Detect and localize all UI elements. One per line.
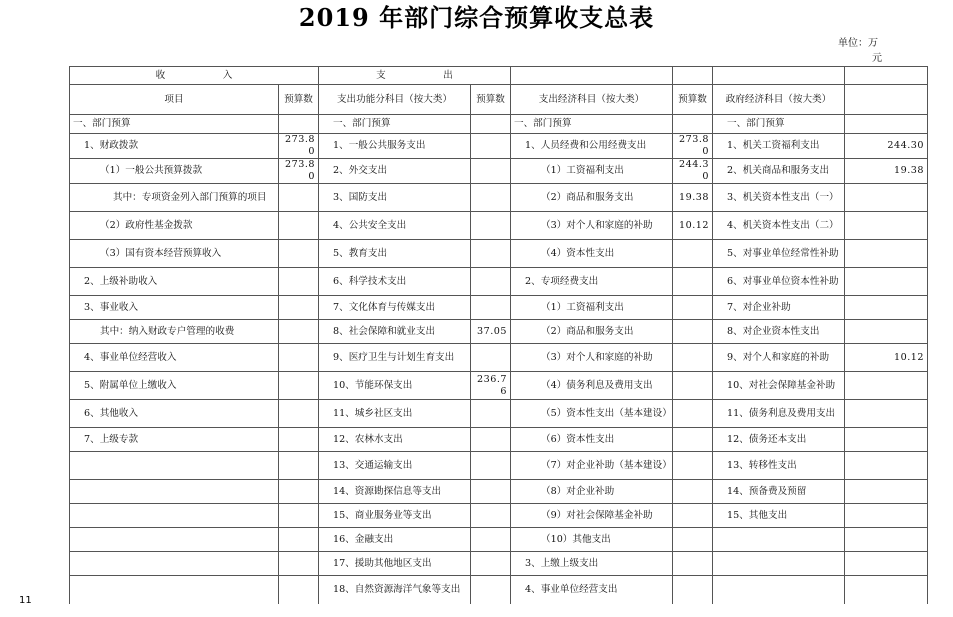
- gov-amount-cell: [845, 528, 928, 552]
- econ-budget-cell: [673, 576, 713, 605]
- func-item-cell: 10、节能环保支出: [319, 372, 471, 400]
- table-row: [70, 159, 928, 184]
- income-item-cell: [70, 452, 279, 480]
- col-econ-header: 支出经济科目（按大类）: [511, 85, 673, 115]
- gov-amount-cell: [845, 296, 928, 320]
- gov-amount-cell: [845, 372, 928, 400]
- gov-item-cell: 7、对企业补助: [713, 296, 845, 320]
- func-item-cell: 8、社会保障和就业支出: [319, 320, 471, 344]
- table-row: [70, 480, 928, 504]
- gov-amount-cell: 244.30: [845, 134, 928, 159]
- income-item-cell: [70, 504, 279, 528]
- table-row: [70, 212, 928, 240]
- gov-amount-cell: [845, 576, 928, 605]
- income-item-cell: 4、事业单位经营收入: [70, 344, 279, 372]
- income-budget-cell: [279, 504, 319, 528]
- econ-item-cell: （9）对社会保障基金补助: [511, 504, 673, 528]
- unit-label: [838, 36, 918, 66]
- income-budget-cell: [279, 528, 319, 552]
- func-budget-cell: [471, 240, 511, 268]
- income-budget-cell: [279, 428, 319, 452]
- gov-item-cell: [713, 552, 845, 576]
- func-item-cell: 一、部门预算: [319, 115, 471, 134]
- func-item-cell: 5、教育支出: [319, 240, 471, 268]
- gov-amount-cell: [845, 428, 928, 452]
- gov-item-cell: 10、对社会保障基金补助: [713, 372, 845, 400]
- gov-amount-cell: [845, 552, 928, 576]
- income-budget-cell: 273.80: [279, 134, 319, 159]
- income-item-cell: [70, 576, 279, 605]
- gov-item-cell: 12、债务还本支出: [713, 428, 845, 452]
- gov-amount-cell: [845, 504, 928, 528]
- func-budget-cell: [471, 504, 511, 528]
- table-row: [70, 400, 928, 428]
- econ-budget-cell: [673, 504, 713, 528]
- unit-line-1: 单位：万: [838, 38, 878, 49]
- func-budget-cell: [471, 115, 511, 134]
- table-row: [70, 552, 928, 576]
- gov-item-cell: 3、机关资本性支出（一）: [713, 184, 845, 212]
- econ-item-cell: 3、上缴上级支出: [511, 552, 673, 576]
- income-budget-cell: [279, 296, 319, 320]
- func-item-cell: 11、城乡社区支出: [319, 400, 471, 428]
- table-row: [70, 134, 928, 159]
- income-item-cell: 3、事业收入: [70, 296, 279, 320]
- income-item-cell: 6、其他收入: [70, 400, 279, 428]
- gov-item-cell: 2、机关商品和服务支出: [713, 159, 845, 184]
- gov-item-cell: 8、对企业资本性支出: [713, 320, 845, 344]
- table-row: [70, 268, 928, 296]
- econ-budget-cell: [673, 480, 713, 504]
- table-row: [70, 184, 928, 212]
- econ-budget-cell: [673, 296, 713, 320]
- income-budget-cell: [279, 452, 319, 480]
- income-item-cell: （2）政府性基金拨款: [70, 212, 279, 240]
- gov-item-cell: 5、对事业单位经常性补助: [713, 240, 845, 268]
- econ-item-cell: （3）对个人和家庭的补助: [511, 212, 673, 240]
- gov-amount-cell: [845, 452, 928, 480]
- func-budget-cell: 236.76: [471, 372, 511, 400]
- gov-item-cell: 14、预备费及预留: [713, 480, 845, 504]
- func-budget-cell: [471, 480, 511, 504]
- income-budget-cell: [279, 400, 319, 428]
- econ-item-cell: （2）商品和服务支出: [511, 184, 673, 212]
- func-item-cell: 17、援助其他地区支出: [319, 552, 471, 576]
- table-row: [70, 344, 928, 372]
- econ-budget-cell: [673, 268, 713, 296]
- gov-item-cell: [713, 576, 845, 605]
- income-item-cell: 2、上级补助收入: [70, 268, 279, 296]
- func-item-cell: 15、商业服务业等支出: [319, 504, 471, 528]
- income-item-cell: 其中：纳入财政专户管理的收费: [70, 320, 279, 344]
- table-row: [70, 240, 928, 268]
- income-budget-cell: 273.80: [279, 159, 319, 184]
- income-item-cell: 1、财政拨款: [70, 134, 279, 159]
- econ-budget-cell: [673, 552, 713, 576]
- income-item-cell: 7、上级专款: [70, 428, 279, 452]
- income-budget-cell: [279, 115, 319, 134]
- income-budget-cell: [279, 320, 319, 344]
- income-budget-cell: [279, 268, 319, 296]
- func-budget-cell: [471, 344, 511, 372]
- income-budget-cell: [279, 212, 319, 240]
- income-item-cell: [70, 528, 279, 552]
- gov-item-cell: [713, 528, 845, 552]
- col-gov-amount-header: [845, 85, 928, 115]
- econ-item-cell: （7）对企业补助（基本建设）: [511, 452, 673, 480]
- gov-amount-cell: [845, 268, 928, 296]
- table-row: [70, 452, 928, 480]
- econ-budget-cell: [673, 528, 713, 552]
- gov-item-cell: 15、其他支出: [713, 504, 845, 528]
- econ-budget-cell: [673, 400, 713, 428]
- func-item-cell: 9、医疗卫生与计划生育支出: [319, 344, 471, 372]
- func-item-cell: 14、资源勘探信息等支出: [319, 480, 471, 504]
- col-item-header: 项目: [70, 85, 279, 115]
- econ-budget-cell: 10.12: [673, 212, 713, 240]
- table-row: [70, 372, 928, 400]
- income-item-cell: 其中：专项资金列入部门预算的项目: [70, 184, 279, 212]
- income-item-cell: [70, 480, 279, 504]
- econ-item-cell: （5）资本性支出（基本建设）: [511, 400, 673, 428]
- func-item-cell: 3、国防支出: [319, 184, 471, 212]
- econ-budget-cell: [673, 372, 713, 400]
- table-row: [70, 504, 928, 528]
- header-empty-cell: [845, 67, 928, 85]
- income-budget-cell: [279, 372, 319, 400]
- func-budget-cell: [471, 528, 511, 552]
- header-empty-cell: [511, 67, 673, 85]
- func-item-cell: 16、金融支出: [319, 528, 471, 552]
- econ-budget-cell: [673, 115, 713, 134]
- expense-header: 支 出: [319, 67, 511, 85]
- col-func-header: 支出功能分科目（按大类）: [319, 85, 471, 115]
- gov-amount-cell: 19.38: [845, 159, 928, 184]
- table-row: [70, 296, 928, 320]
- func-budget-cell: [471, 576, 511, 605]
- gov-item-cell: 4、机关资本性支出（二）: [713, 212, 845, 240]
- income-item-cell: 5、附属单位上缴收入: [70, 372, 279, 400]
- func-budget-cell: 37.05: [471, 320, 511, 344]
- income-budget-cell: [279, 576, 319, 605]
- func-budget-cell: [471, 184, 511, 212]
- econ-item-cell: （1）工资福利支出: [511, 159, 673, 184]
- col-budget-header: 预算数: [673, 85, 713, 115]
- func-budget-cell: [471, 134, 511, 159]
- func-budget-cell: [471, 296, 511, 320]
- func-budget-cell: [471, 212, 511, 240]
- page-number: 11: [19, 595, 32, 606]
- income-budget-cell: [279, 344, 319, 372]
- econ-budget-cell: 273.80: [673, 134, 713, 159]
- income-header: 收 入: [70, 67, 319, 85]
- func-budget-cell: [471, 268, 511, 296]
- econ-item-cell: 一、部门预算: [511, 115, 673, 134]
- header-empty-cell: [673, 67, 713, 85]
- gov-item-cell: 13、转移性支出: [713, 452, 845, 480]
- income-item-cell: （3）国有资本经营预算收入: [70, 240, 279, 268]
- col-budget-header: 预算数: [471, 85, 511, 115]
- income-budget-cell: [279, 240, 319, 268]
- econ-budget-cell: 244.30: [673, 159, 713, 184]
- econ-budget-cell: 19.38: [673, 184, 713, 212]
- table-row: [70, 320, 928, 344]
- gov-item-cell: 11、债务利息及费用支出: [713, 400, 845, 428]
- gov-amount-cell: [845, 240, 928, 268]
- gov-item-cell: 6、对事业单位资本性补助: [713, 268, 845, 296]
- income-item-cell: 一、部门预算: [70, 115, 279, 134]
- income-item-cell: （1）一般公共预算拨款: [70, 159, 279, 184]
- func-budget-cell: [471, 428, 511, 452]
- income-budget-cell: [279, 480, 319, 504]
- header-empty-cell: [713, 67, 845, 85]
- econ-budget-cell: [673, 344, 713, 372]
- col-gov-header: 政府经济科目（按大类）: [713, 85, 845, 115]
- func-item-cell: 12、农林水支出: [319, 428, 471, 452]
- econ-budget-cell: [673, 452, 713, 480]
- gov-item-cell: 一、部门预算: [713, 115, 845, 134]
- func-budget-cell: [471, 452, 511, 480]
- econ-item-cell: （10）其他支出: [511, 528, 673, 552]
- gov-item-cell: 9、对个人和家庭的补助: [713, 344, 845, 372]
- unit-line-2: 元: [872, 53, 882, 64]
- func-item-cell: 13、交通运输支出: [319, 452, 471, 480]
- table-row: [70, 576, 928, 605]
- econ-item-cell: 4、事业单位经营支出: [511, 576, 673, 605]
- income-item-cell: [70, 552, 279, 576]
- func-budget-cell: [471, 552, 511, 576]
- econ-item-cell: 1、人员经费和公用经费支出: [511, 134, 673, 159]
- page-title: 2019 年部门综合预算收支总表: [298, 3, 655, 32]
- table-row: [70, 528, 928, 552]
- econ-item-cell: （6）资本性支出: [511, 428, 673, 452]
- econ-budget-cell: [673, 240, 713, 268]
- gov-amount-cell: [845, 184, 928, 212]
- header-row-1: [70, 67, 928, 85]
- table-row: [70, 115, 928, 134]
- econ-item-cell: （3）对个人和家庭的补助: [511, 344, 673, 372]
- econ-item-cell: （8）对企业补助: [511, 480, 673, 504]
- func-item-cell: 2、外交支出: [319, 159, 471, 184]
- gov-item-cell: 1、机关工资福利支出: [713, 134, 845, 159]
- income-budget-cell: [279, 184, 319, 212]
- func-item-cell: 18、自然资源海洋气象等支出: [319, 576, 471, 605]
- col-budget-header: 预算数: [279, 85, 319, 115]
- gov-amount-cell: 10.12: [845, 344, 928, 372]
- func-item-cell: 6、科学技术支出: [319, 268, 471, 296]
- func-item-cell: 1、一般公共服务支出: [319, 134, 471, 159]
- gov-amount-cell: [845, 320, 928, 344]
- func-budget-cell: [471, 400, 511, 428]
- econ-item-cell: （4）资本性支出: [511, 240, 673, 268]
- econ-item-cell: （4）债务利息及费用支出: [511, 372, 673, 400]
- table-row: [70, 428, 928, 452]
- gov-amount-cell: [845, 400, 928, 428]
- gov-amount-cell: [845, 212, 928, 240]
- gov-amount-cell: [845, 115, 928, 134]
- table-body: [70, 115, 928, 605]
- econ-item-cell: （2）商品和服务支出: [511, 320, 673, 344]
- econ-budget-cell: [673, 320, 713, 344]
- func-item-cell: 4、公共安全支出: [319, 212, 471, 240]
- econ-item-cell: （1）工资福利支出: [511, 296, 673, 320]
- econ-budget-cell: [673, 428, 713, 452]
- header-row-2: [70, 85, 928, 115]
- func-budget-cell: [471, 159, 511, 184]
- econ-item-cell: 2、专项经费支出: [511, 268, 673, 296]
- budget-summary-table: [69, 66, 928, 604]
- func-item-cell: 7、文化体育与传媒支出: [319, 296, 471, 320]
- gov-amount-cell: [845, 480, 928, 504]
- income-budget-cell: [279, 552, 319, 576]
